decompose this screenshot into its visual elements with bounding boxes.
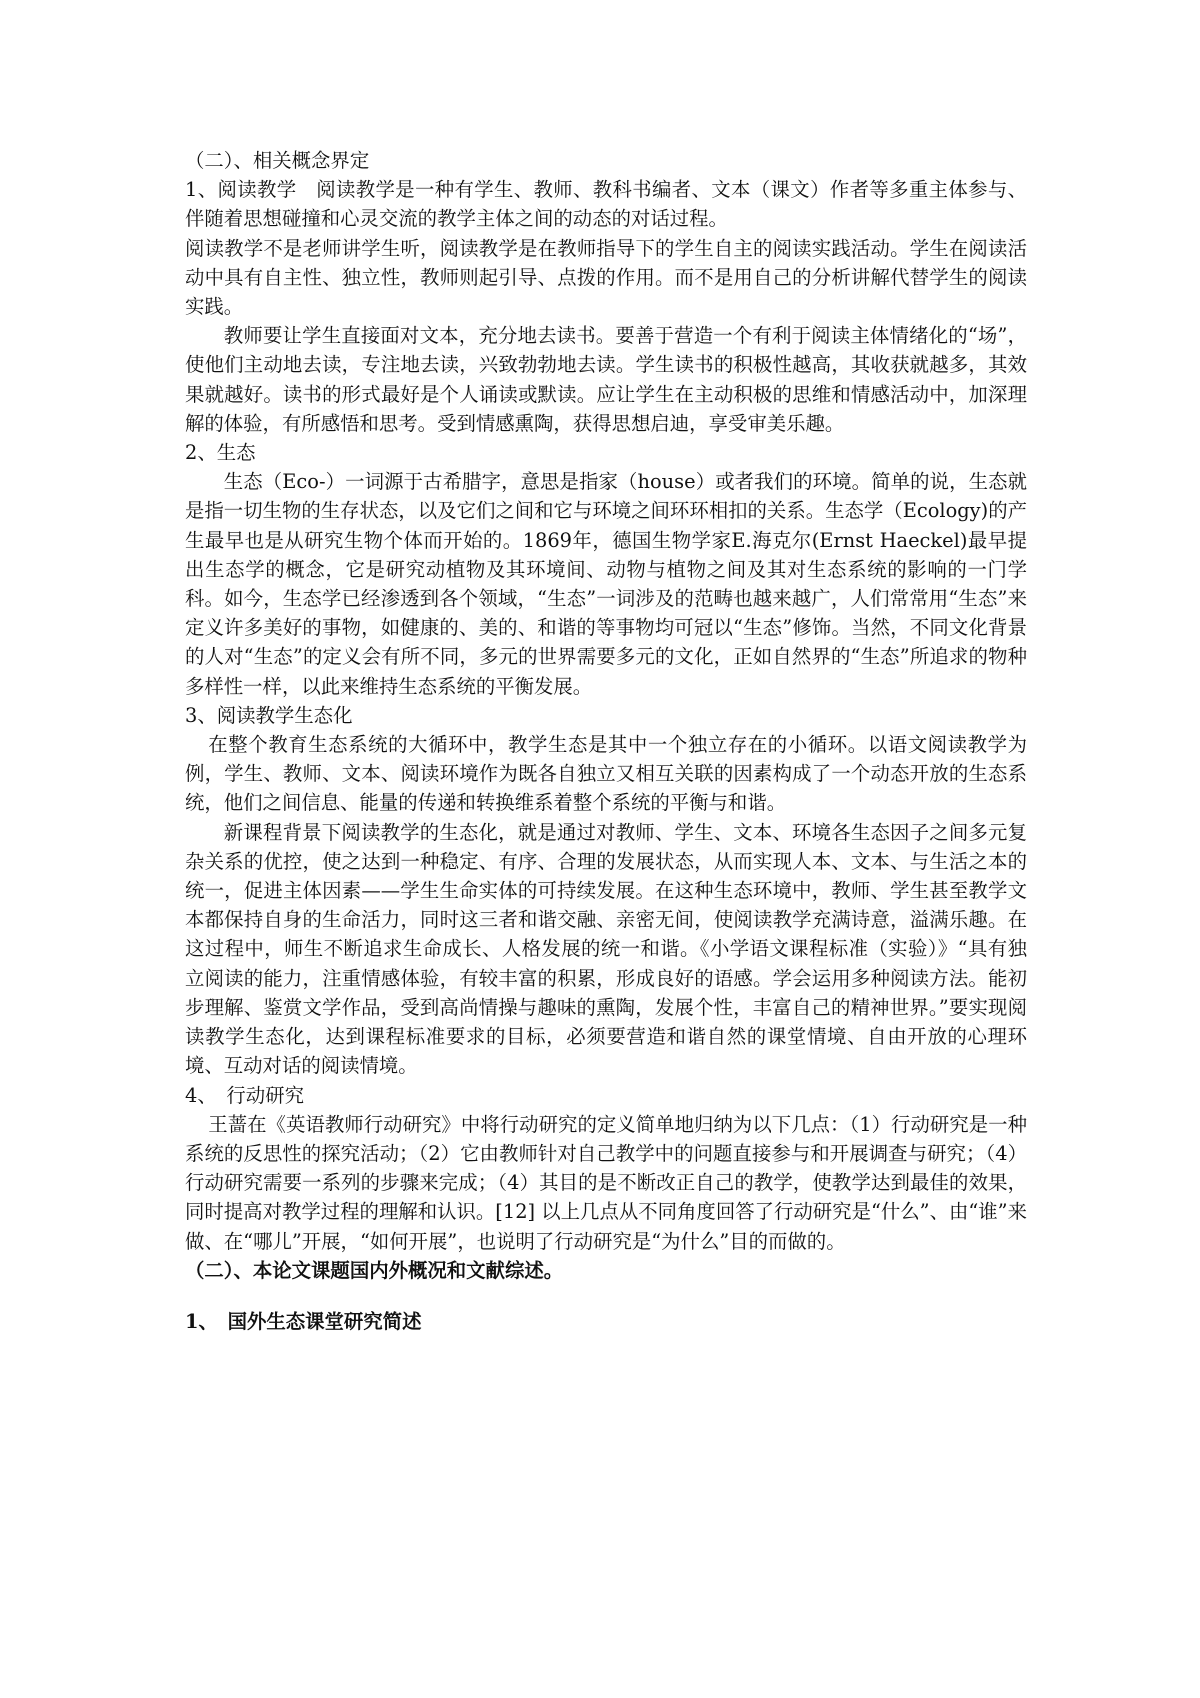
heading-ecology: 2、生态	[185, 441, 256, 465]
heading-literature-review: （二）、本论文课题国内外概况和文献综述。	[185, 1258, 564, 1282]
paragraph-ecology-definition: 生态（Eco-）一词源于古希腊字，意思是指家（house）或者我们的环境。简单的说，生态就是指一切生物的生存状态，以及它们之间和它与环境之间环环相扣的关系。生态学（Ecology)的产生最早也是从研究生物个体而开始的。1869年，德国生物学家E.海克尔(Ernst Haeckel)最早提出生态学的概念，它是研究动植物及其环境间、动物与植物之间及其对生态系统的影响的一门学科。如今，生态学已经渗透到各个领域，“生态”一词涉及的范畴也越来越广，人们常常用“生态”来定义许多美好的事物，如健康的、美的、和谐的等事物均可冠以“生态”修饰。当然，不同文化背景的人对“生态”的定义会有所不同，多元的世界需要多元的文化，正如自然界的“生态”所追求的物种多样性一样，以此来维持生态系统的平衡发展。	[185, 470, 1027, 698]
paragraph-new-curriculum: 新课程背景下阅读教学的生态化，就是通过对教师、学生、文本、环境各生态因子之间多元复杂关系的优控，使之达到一种稳定、有序、合理的发展状态，从而实现人本、文本、与生活之本的统一，促进主体因素——学生生命实体的可持续发展。在这种生态环境中，教师、学生甚至教学文本都保持自身的生命活力，同时这三者和谐交融、亲密无间，使阅读教学充满诗意，溢满乐趣。在这过程中，师生不断追求生命成长、人格发展的统一和谐。《小学语文课程标准（实验）》“具有独立阅读的能力，注重情感体验，有较丰富的积累，形成良好的语感。学会运用多种阅读方法。能初步理解、鉴赏文学作品，受到高尚情操与趣味的熏陶，发展个性，丰富自己的精神世界。”要实现阅读教学生态化，达到课程标准要求的目标，必须要营造和谐自然的课堂情境、自由开放的心理环境、互动对话的阅读情境。	[185, 820, 1027, 1078]
heading-foreign-research: 1、 国外生态课堂研究简述	[185, 1309, 422, 1333]
section-title: （二）、相关概念界定	[185, 149, 370, 172]
paragraph-education-ecosystem: 在整个教育生态系统的大循环中，教学生态是其中一个独立存在的小循环。以语文阅读教学为例，学生、教师、文本、阅读环境作为既各自独立又相互关联的因素构成了一个动态开放的生态系统，他们之间信息、能量的传递和转换维系着整个系统的平衡与和谐。	[185, 733, 1027, 815]
paragraph-reading-teaching-definition: 1、阅读教学 阅读教学是一种有学生、教师、教科书编者、文本（课文）作者等多重主体参与、伴随着思想碰撞和心灵交流的教学主体之间的动态的对话过程。	[185, 178, 1027, 231]
paragraph-teacher-role: 教师要让学生直接面对文本，充分地去读书。要善于营造一个有利于阅读主体情绪化的“场”，使他们主动地去读，专注地去读，兴致勃勃地去读。学生读书的积极性越高，其收获就越多，其效果就越好。读书的形式最好是个人诵读或默读。应让学生在主动积极的思维和情感活动中，加深理解的体验，有所感悟和思考。受到情感熏陶，获得思想启迪，享受审美乐趣。	[185, 324, 1027, 435]
heading-reading-ecologization: 3、阅读教学生态化	[185, 703, 353, 727]
document-page	[185, 146, 1027, 1336]
paragraph-reading-teaching-practice: 阅读教学不是老师讲学生听，阅读教学是在教师指导下的学生自主的阅读实践活动。学生在阅读活动中具有自主性、独立性，教师则起引导、点拨的作用。而不是用自己的分析讲解代替学生的阅读实践。	[185, 236, 1027, 319]
paragraph-action-research-definition: 王蔷在《英语教师行动研究》中将行动研究的定义简单地归纳为以下几点：（1）行动研究是一种系统的反思性的探究活动；（2）它由教师针对自己教学中的问题直接参与和开展调查与研究；（4）行动研究需要一系列的步骤来完成；（4）其目的是不断改正自己的教学，使教学达到最佳的效果，同时提高对教学过程的理解和认识。[12] 以上几点从不同角度回答了行动研究是“什么”、由“谁”来做、在“哪儿”开展，“如何开展”，也说明了行动研究是“为什么”目的而做的。	[185, 1112, 1027, 1253]
heading-action-research: 4、 行动研究	[185, 1083, 304, 1107]
